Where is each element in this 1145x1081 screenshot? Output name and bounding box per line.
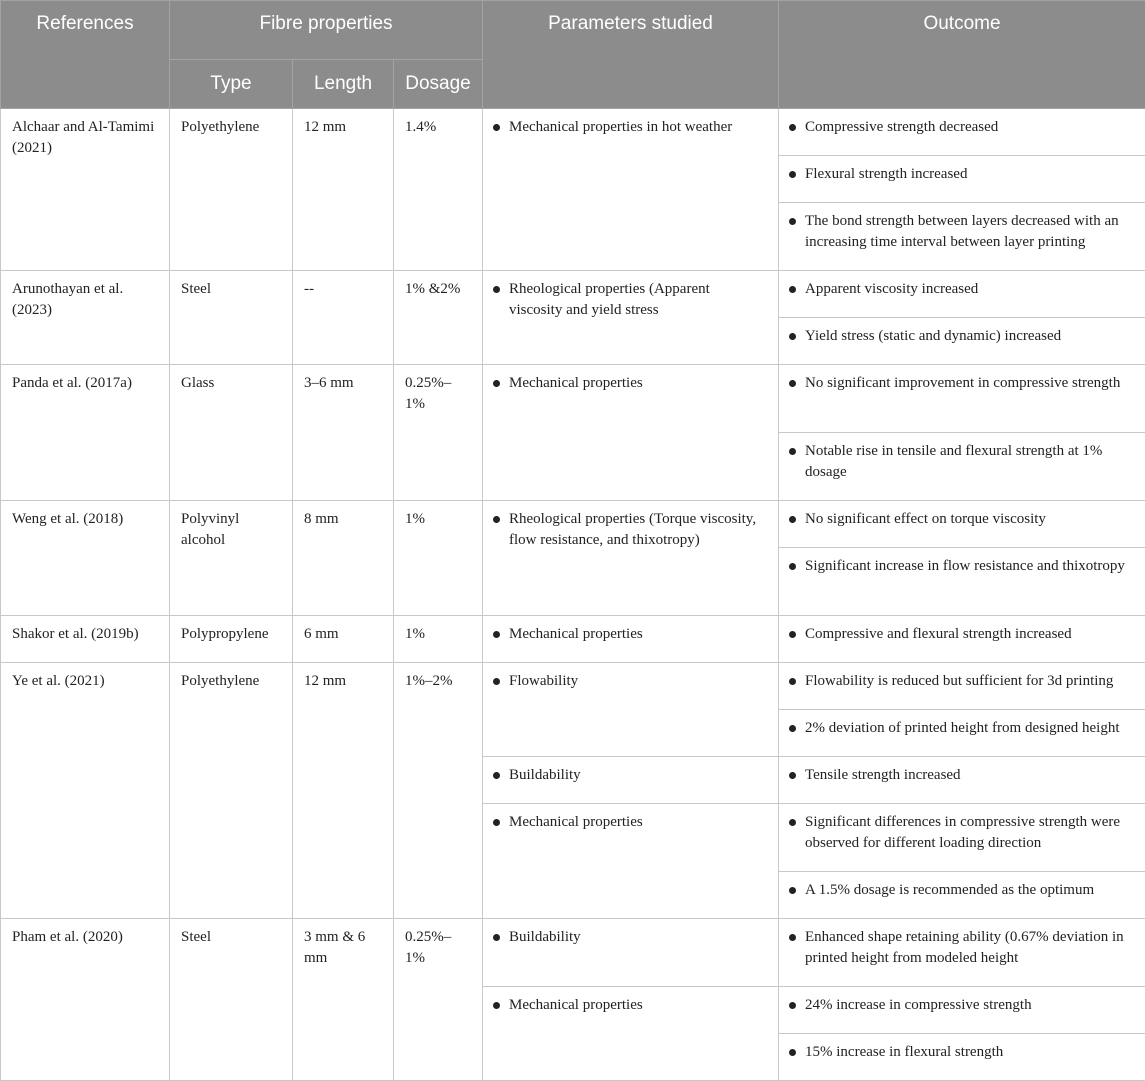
bullet-icon (493, 678, 500, 685)
reference-cell: Panda et al. (2017a) (1, 365, 170, 501)
header-fibre-properties: Fibre properties (170, 1, 483, 60)
outcome-cell: Tensile strength increased (779, 757, 1145, 804)
outcome-cell: Compressive and flexural strength increased (779, 616, 1145, 663)
parameter-cell: Rheological properties (Apparent viscosity and yield stress (483, 271, 779, 365)
bullet-icon (493, 819, 500, 826)
length-cell: 12 mm (293, 109, 394, 271)
header-parameters: Parameters studied (483, 1, 779, 109)
parameter-cell: Mechanical properties (483, 987, 779, 1081)
parameter-cell: Rheological properties (Torque viscosity, flow resistance, and thixotropy) (483, 501, 779, 616)
outcome-cell: A 1.5% dosage is recommended as the optimum (779, 872, 1145, 919)
dosage-cell: 1%–2% (394, 663, 483, 919)
header-references: References (1, 1, 170, 109)
parameter-cell: Buildability (483, 757, 779, 804)
outcome-cell: The bond strength between layers decreased with an increasing time interval between layer printing (779, 203, 1145, 271)
table-row (1, 616, 1145, 663)
parameter-cell: Mechanical properties (483, 804, 779, 919)
length-cell: 6 mm (293, 616, 394, 663)
bullet-icon (789, 286, 796, 293)
parameter-cell: Buildability (483, 919, 779, 987)
bullet-icon (493, 516, 500, 523)
reference-cell: Weng et al. (2018) (1, 501, 170, 616)
outcome-cell: 24% increase in compressive strength (779, 987, 1145, 1034)
bullet-icon (789, 448, 796, 455)
dosage-cell: 0.25%–1% (394, 365, 483, 501)
outcome-cell: 15% increase in flexural strength (779, 1034, 1145, 1081)
outcome-cell: 2% deviation of printed height from designed height (779, 710, 1145, 757)
dosage-cell: 1.4% (394, 109, 483, 271)
bullet-icon (789, 333, 796, 340)
bullet-icon (789, 631, 796, 638)
bullet-icon (493, 631, 500, 638)
length-cell: 12 mm (293, 663, 394, 919)
bullet-icon (493, 1002, 500, 1009)
outcome-cell: Apparent viscosity increased (779, 271, 1145, 318)
header-length: Length (293, 60, 394, 109)
reference-cell: Ye et al. (2021) (1, 663, 170, 919)
table-row (1, 919, 1145, 987)
bullet-icon (789, 772, 796, 779)
type-cell: Polyethylene (170, 663, 293, 919)
outcome-cell: Significant differences in compressive strength were observed for different loading direction (779, 804, 1145, 872)
bullet-icon (789, 1049, 796, 1056)
reference-cell: Arunothayan et al. (2023) (1, 271, 170, 365)
type-cell: Glass (170, 365, 293, 501)
bullet-icon (789, 380, 796, 387)
type-cell: Steel (170, 919, 293, 1081)
parameter-cell: Flowability (483, 663, 779, 757)
header-type: Type (170, 60, 293, 109)
outcome-cell: Compressive strength decreased (779, 109, 1145, 156)
header-outcome: Outcome (779, 1, 1145, 109)
bullet-icon (789, 171, 796, 178)
outcome-cell: No significant effect on torque viscosity (779, 501, 1145, 548)
dosage-cell: 0.25%–1% (394, 919, 483, 1081)
outcome-cell: Flexural strength increased (779, 156, 1145, 203)
table-row (1, 365, 1145, 433)
bullet-icon (493, 380, 500, 387)
outcome-cell: Notable rise in tensile and flexural strength at 1% dosage (779, 433, 1145, 501)
bullet-icon (789, 678, 796, 685)
parameter-cell: Mechanical properties in hot weather (483, 109, 779, 271)
parameter-cell: Mechanical properties (483, 616, 779, 663)
outcome-cell: Enhanced shape retaining ability (0.67% deviation in printed height from modeled height (779, 919, 1145, 987)
length-cell: -- (293, 271, 394, 365)
dosage-cell: 1% &2% (394, 271, 483, 365)
type-cell: Steel (170, 271, 293, 365)
table-row (1, 501, 1145, 548)
type-cell: Polyethylene (170, 109, 293, 271)
reference-cell: Shakor et al. (2019b) (1, 616, 170, 663)
bullet-icon (493, 772, 500, 779)
bullet-icon (493, 124, 500, 131)
bullet-icon (493, 286, 500, 293)
bullet-icon (789, 563, 796, 570)
dosage-cell: 1% (394, 501, 483, 616)
table-row (1, 109, 1145, 156)
bullet-icon (789, 725, 796, 732)
outcome-cell: Significant increase in flow resistance and thixotropy (779, 548, 1145, 616)
bullet-icon (789, 516, 796, 523)
outcome-cell: Flowability is reduced but sufficient for 3d printing (779, 663, 1145, 710)
dosage-cell: 1% (394, 616, 483, 663)
parameter-cell: Mechanical properties (483, 365, 779, 501)
type-cell: Polypropylene (170, 616, 293, 663)
table-row (1, 663, 1145, 710)
bullet-icon (493, 934, 500, 941)
bullet-icon (789, 1002, 796, 1009)
bullet-icon (789, 124, 796, 131)
outcome-cell: No significant improvement in compressive strength (779, 365, 1145, 433)
length-cell: 3–6 mm (293, 365, 394, 501)
bullet-icon (789, 887, 796, 894)
length-cell: 8 mm (293, 501, 394, 616)
type-cell: Polyvinyl alcohol (170, 501, 293, 616)
outcome-cell: Yield stress (static and dynamic) increased (779, 318, 1145, 365)
reference-cell: Alchaar and Al-Tamimi (2021) (1, 109, 170, 271)
bullet-icon (789, 819, 796, 826)
table-row (1, 271, 1145, 318)
length-cell: 3 mm & 6 mm (293, 919, 394, 1081)
header-dosage: Dosage (394, 60, 483, 109)
bullet-icon (789, 218, 796, 225)
reference-cell: Pham et al. (2020) (1, 919, 170, 1081)
bullet-icon (789, 934, 796, 941)
